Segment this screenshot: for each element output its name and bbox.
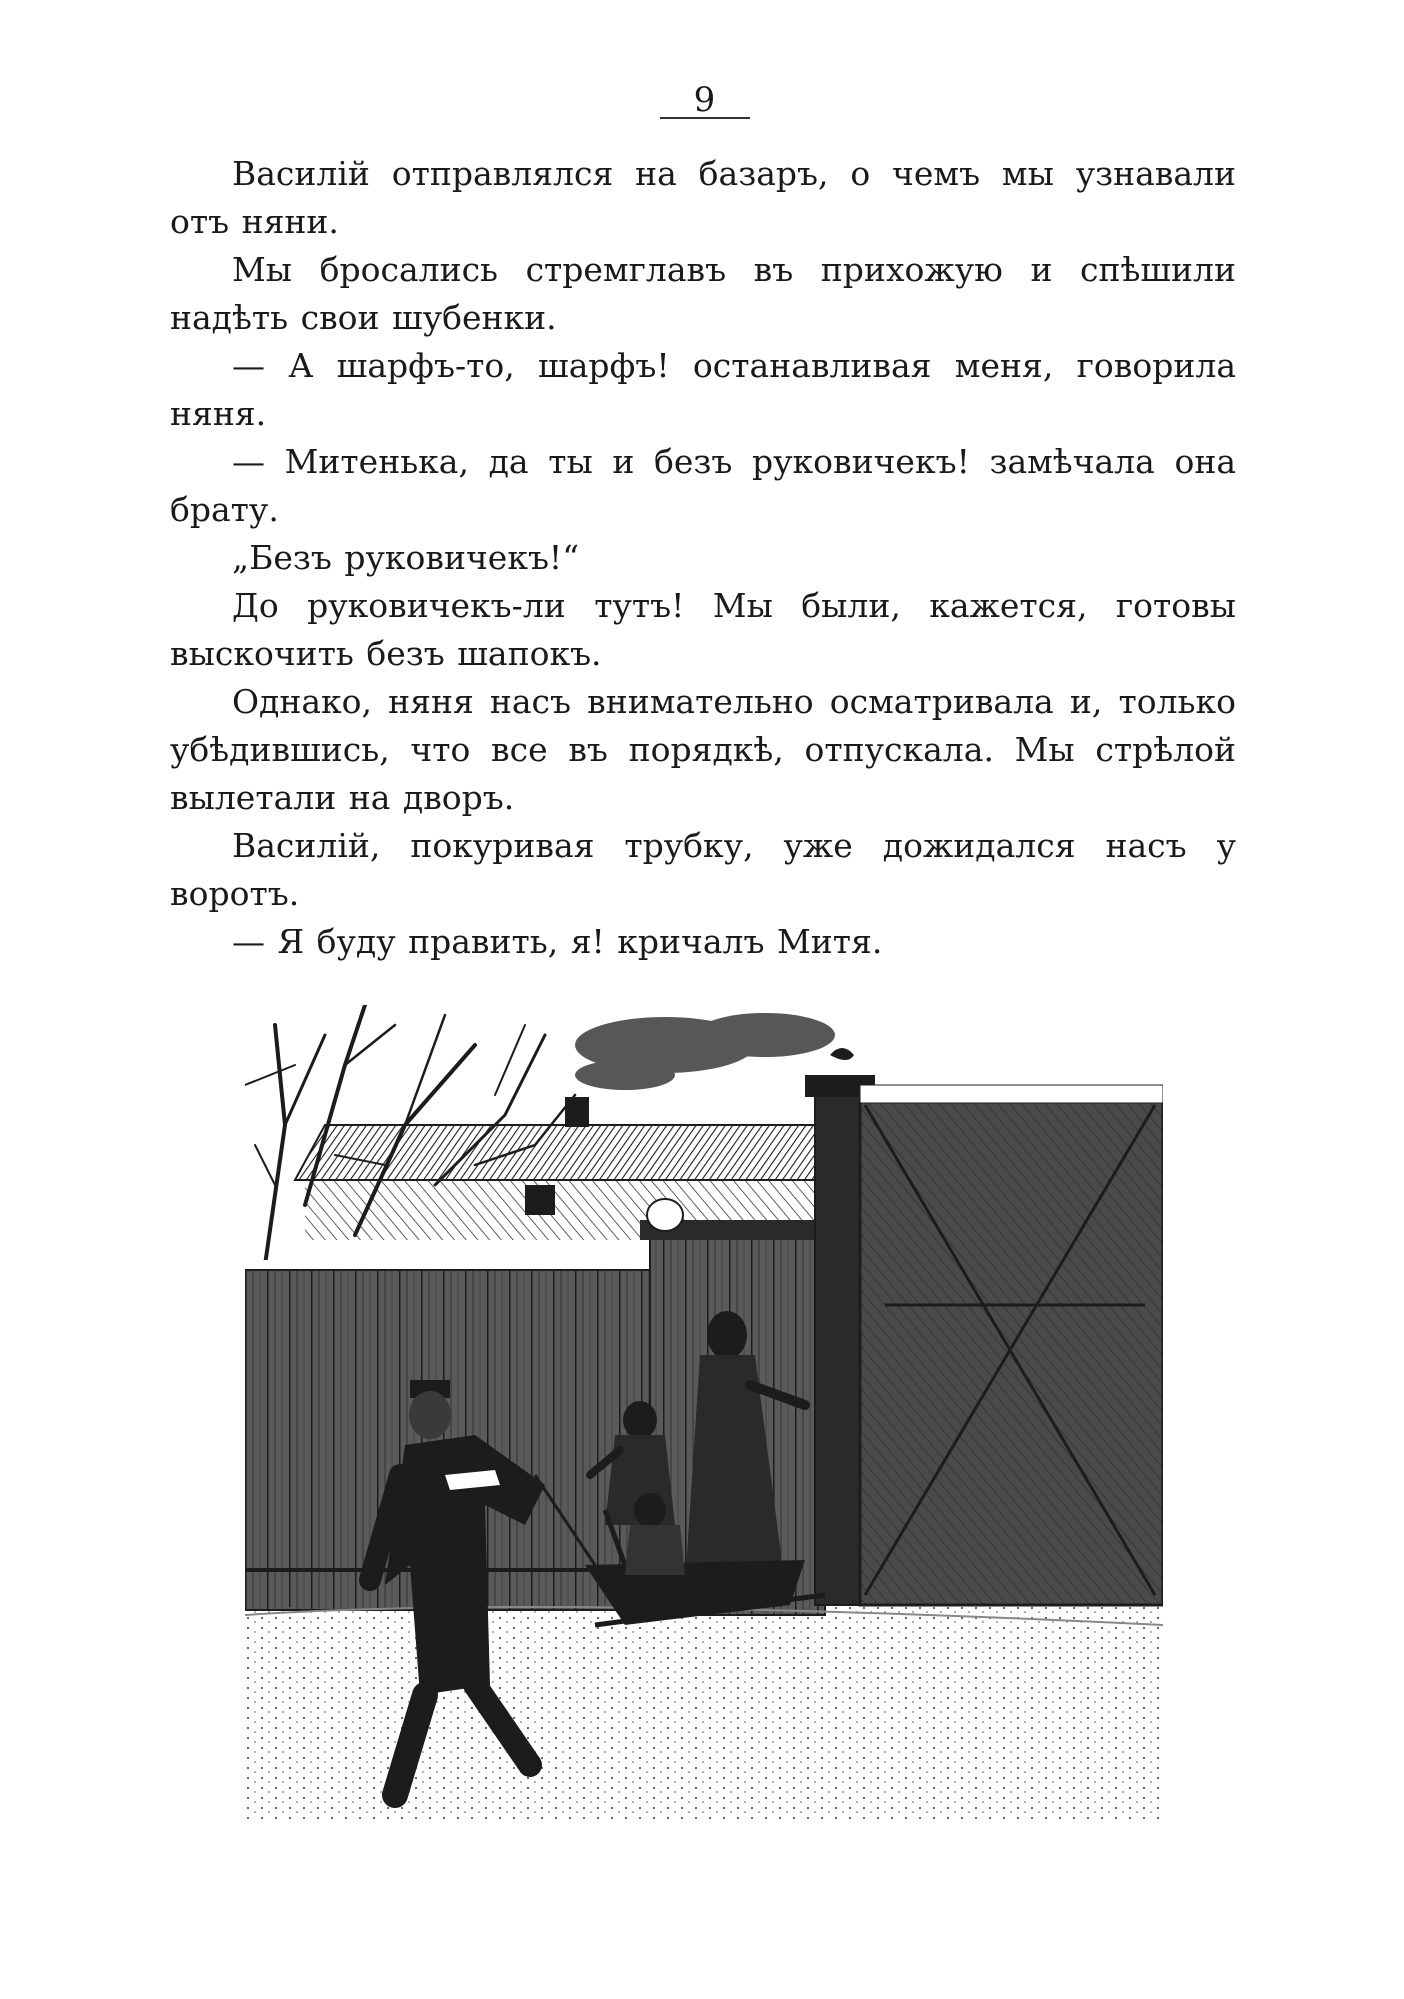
fence-snow xyxy=(245,1260,665,1270)
smoke xyxy=(575,1013,835,1090)
paragraph-2: Мы бросались стремглавъ въ прихожую и спѣшили надѣть свои шубенки. xyxy=(170,250,1236,337)
page-number-rule xyxy=(660,117,750,119)
page-number: 9 xyxy=(693,80,717,120)
house-roof xyxy=(295,1125,905,1180)
chimney xyxy=(565,1097,589,1127)
paragraph-7: Однако, няня насъ внимательно осматривала и, только убѣдившись, что все въ порядкѣ, отпускала. Мы стрѣлой вылетали на дворъ. xyxy=(170,682,1236,817)
paragraph-4: — Митенька, да ты и безъ руковичекъ! замѣчала она брату. xyxy=(170,442,1236,529)
paragraph-9: — Я буду править, я! кричалъ Митя. xyxy=(232,922,883,961)
gate-post xyxy=(815,1085,860,1605)
paragraph-3: — А шарфъ-то, шарфъ! останавливая меня, говорила няня. xyxy=(170,346,1236,433)
bird-on-post xyxy=(830,1048,854,1060)
snow-on-gate xyxy=(647,1199,683,1231)
engraving-illustration xyxy=(245,1005,1163,1820)
body-text xyxy=(170,150,1236,966)
snow-ground xyxy=(245,1605,1163,1820)
paragraph-6: До руковичекъ-ли тутъ! Мы были, кажется, готовы выскочить безъ шапокъ. xyxy=(170,586,1236,673)
engraving-svg xyxy=(245,1005,1163,1820)
house-window xyxy=(525,1185,555,1215)
gate-snow-cap xyxy=(860,1085,1163,1103)
paragraph-5: „Безъ руковичекъ!“ xyxy=(232,538,580,577)
paragraph-1: Василій отправлялся на базаръ, о чемъ мы узнавали отъ няни. xyxy=(170,154,1236,241)
paragraph-8: Василій, покуривая трубку, уже дожидался насъ у воротъ. xyxy=(170,826,1236,913)
